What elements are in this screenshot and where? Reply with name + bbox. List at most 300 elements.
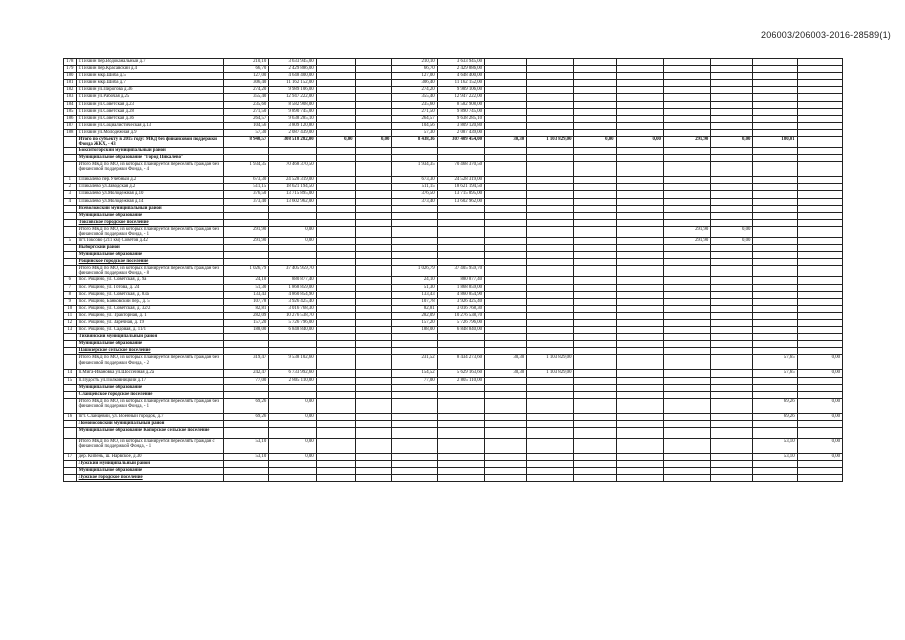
value-cell xyxy=(711,384,753,391)
value-cell xyxy=(797,238,842,245)
value-cell xyxy=(316,212,355,219)
value-cell xyxy=(316,66,355,73)
address-cell: пос. Рощино, Банковский пер., д. 5 xyxy=(76,298,223,305)
value-cell xyxy=(316,101,355,108)
table-row xyxy=(64,454,843,461)
value-cell xyxy=(616,198,663,205)
value-cell xyxy=(355,377,392,384)
table-row xyxy=(64,184,843,191)
value-cell xyxy=(663,334,710,341)
value-cell xyxy=(616,266,663,277)
value-cell xyxy=(392,413,437,420)
value-cell xyxy=(485,252,527,259)
address-cell: Лужское городское поселение xyxy=(76,475,223,482)
value-cell xyxy=(616,348,663,355)
value-cell xyxy=(574,148,616,155)
value-cell xyxy=(355,320,392,327)
value-cell xyxy=(797,305,842,312)
value-cell xyxy=(355,212,392,219)
value-cell: 51,30 xyxy=(224,284,269,291)
value-cell xyxy=(797,80,842,87)
value-cell xyxy=(485,205,527,212)
value-cell xyxy=(616,377,663,384)
value-cell: 13 715 895,00 xyxy=(437,191,484,198)
value-cell xyxy=(437,475,484,482)
value-cell: 1 934,35 xyxy=(392,162,437,177)
value-cell xyxy=(663,73,710,80)
resettlement-table xyxy=(63,58,843,482)
row-number-cell: 183 xyxy=(64,94,77,101)
value-cell xyxy=(574,277,616,284)
row-number-cell: 182 xyxy=(64,87,77,94)
value-cell xyxy=(663,245,710,252)
value-cell xyxy=(711,94,753,101)
value-cell xyxy=(392,205,437,212)
row-number-cell: 13 xyxy=(64,327,77,334)
table-row xyxy=(64,73,843,80)
value-cell: 3 809 120,80 xyxy=(437,122,484,129)
value-cell xyxy=(316,284,355,291)
row-number-cell: 16 xyxy=(64,413,77,420)
address-cell: Итого МКД по МО, из которых планируется переселять граждан без финансовой поддержки Фонда, - 1 xyxy=(76,226,223,237)
document-id: 206003/206003-2016-28589(1) xyxy=(760,30,891,40)
value-cell xyxy=(711,277,753,284)
table-row xyxy=(64,266,843,277)
value-cell xyxy=(753,348,797,355)
value-cell xyxy=(316,468,355,475)
value-cell xyxy=(485,305,527,312)
value-cell xyxy=(485,80,527,87)
value-cell xyxy=(616,205,663,212)
value-cell xyxy=(711,252,753,259)
value-cell xyxy=(355,191,392,198)
value-cell xyxy=(485,108,527,115)
value-cell xyxy=(485,148,527,155)
value-cell xyxy=(797,259,842,266)
value-cell xyxy=(616,312,663,319)
value-cell xyxy=(711,454,753,461)
value-cell xyxy=(527,238,574,245)
value-cell xyxy=(485,277,527,284)
value-cell xyxy=(663,320,710,327)
row-number-cell: 10 xyxy=(64,305,77,312)
value-cell xyxy=(392,245,437,252)
value-cell xyxy=(485,115,527,122)
value-cell xyxy=(663,312,710,319)
value-cell: 8 582 908,00 xyxy=(437,101,484,108)
value-cell xyxy=(797,475,842,482)
table-row xyxy=(64,277,843,284)
address-cell: Тихвинский муниципальный район xyxy=(76,334,223,341)
value-cell xyxy=(527,327,574,334)
value-cell: 1 868 859,00 xyxy=(437,284,484,291)
address-cell: Итого по субъекту в 2015 году: МКД без финансовой поддержки Фонда ЖКХ, - 43 xyxy=(76,137,223,148)
value-cell xyxy=(485,348,527,355)
value-cell xyxy=(269,420,316,427)
address-cell: Итого МКД по МО, из которых планируется переселять граждан без финансовой поддержки Фонда, - 4 xyxy=(76,162,223,177)
value-cell: 24 528 319,00 xyxy=(269,177,316,184)
value-cell: 673,30 xyxy=(392,177,437,184)
value-cell xyxy=(663,461,710,468)
value-cell xyxy=(527,348,574,355)
value-cell xyxy=(316,162,355,177)
value-cell: 0,00 xyxy=(316,137,355,148)
value-cell xyxy=(316,177,355,184)
value-cell xyxy=(797,377,842,384)
value-cell xyxy=(753,266,797,277)
value-cell xyxy=(753,184,797,191)
value-cell xyxy=(574,454,616,461)
value-cell xyxy=(711,148,753,155)
value-cell: 1 103 829,00 xyxy=(527,137,574,148)
table-row xyxy=(64,115,843,122)
value-cell xyxy=(485,312,527,319)
value-cell xyxy=(797,252,842,259)
row-number-cell xyxy=(64,226,77,237)
value-cell xyxy=(527,341,574,348)
value-cell: 2 429 886,00 xyxy=(269,66,316,73)
row-number-cell: 180 xyxy=(64,73,77,80)
value-cell: 18 621 194,50 xyxy=(437,184,484,191)
value-cell xyxy=(527,59,574,66)
value-cell xyxy=(437,348,484,355)
value-cell xyxy=(355,413,392,420)
row-number-cell: 2 xyxy=(64,184,77,191)
value-cell: 9 890 745,00 xyxy=(269,108,316,115)
value-cell xyxy=(616,115,663,122)
value-cell xyxy=(797,327,842,334)
value-cell xyxy=(485,184,527,191)
value-cell xyxy=(797,468,842,475)
value-cell: 0,00 xyxy=(797,355,842,370)
value-cell xyxy=(316,198,355,205)
value-cell xyxy=(392,238,437,245)
value-cell xyxy=(316,428,355,439)
value-cell xyxy=(616,428,663,439)
row-number-cell xyxy=(64,266,77,277)
value-cell xyxy=(355,184,392,191)
address-cell: Сланцевское городское поселение xyxy=(76,391,223,398)
value-cell xyxy=(437,398,484,413)
value-cell xyxy=(527,413,574,420)
value-cell xyxy=(574,428,616,439)
value-cell: 24 528 319,00 xyxy=(437,177,484,184)
value-cell: 3 633 945,00 xyxy=(269,59,316,66)
value-cell xyxy=(355,122,392,129)
value-cell xyxy=(574,461,616,468)
value-cell xyxy=(711,219,753,226)
value-cell xyxy=(574,391,616,398)
table-row xyxy=(64,370,843,377)
value-cell xyxy=(392,212,437,219)
value-cell xyxy=(527,461,574,468)
value-cell xyxy=(437,439,484,454)
value-cell xyxy=(753,108,797,115)
value-cell xyxy=(355,454,392,461)
value-cell xyxy=(616,284,663,291)
value-cell xyxy=(485,428,527,439)
value-cell xyxy=(663,355,710,370)
row-number-cell: 179 xyxy=(64,66,77,73)
value-cell: 8 582 908,00 xyxy=(269,101,316,108)
value-cell xyxy=(485,298,527,305)
value-cell xyxy=(316,312,355,319)
table-row xyxy=(64,305,843,312)
value-cell: 107,78 xyxy=(224,298,269,305)
value-cell: 24,10 xyxy=(392,277,437,284)
value-cell xyxy=(485,226,527,237)
value-cell: 0,00 xyxy=(269,398,316,413)
value-cell xyxy=(485,413,527,420)
value-cell: 3 016 768,30 xyxy=(437,305,484,312)
value-cell xyxy=(797,177,842,184)
table-row xyxy=(64,59,843,66)
value-cell xyxy=(797,137,842,148)
value-cell xyxy=(316,370,355,377)
value-cell: 0,00 xyxy=(797,398,842,413)
value-cell xyxy=(527,334,574,341)
value-cell xyxy=(527,101,574,108)
value-cell xyxy=(753,73,797,80)
value-cell xyxy=(355,162,392,177)
value-cell: 291,90 xyxy=(224,226,269,237)
value-cell xyxy=(437,219,484,226)
value-cell xyxy=(711,259,753,266)
value-cell xyxy=(616,162,663,177)
address-cell: Токсовское городское поселение xyxy=(76,219,223,226)
value-cell xyxy=(574,155,616,162)
value-cell xyxy=(269,475,316,482)
value-cell xyxy=(485,334,527,341)
row-number-cell xyxy=(64,334,77,341)
value-cell: 6 848 840,00 xyxy=(437,327,484,334)
value-cell xyxy=(797,162,842,177)
value-cell xyxy=(316,219,355,226)
value-cell xyxy=(797,266,842,277)
value-cell xyxy=(269,205,316,212)
row-number-cell xyxy=(64,355,77,370)
value-cell xyxy=(224,461,269,468)
value-cell xyxy=(485,162,527,177)
value-cell xyxy=(392,439,437,454)
value-cell xyxy=(485,266,527,277)
value-cell xyxy=(392,341,437,348)
value-cell xyxy=(574,94,616,101)
address-cell: г.Пикалево ул.Заводская д.2 xyxy=(76,184,223,191)
table-row xyxy=(64,341,843,348)
value-cell: 282,09 xyxy=(224,312,269,319)
value-cell: 133,43 xyxy=(224,291,269,298)
value-cell xyxy=(797,298,842,305)
value-cell xyxy=(574,355,616,370)
value-cell: 0,00 xyxy=(797,370,842,377)
value-cell xyxy=(485,398,527,413)
value-cell xyxy=(392,155,437,162)
value-cell: 127,00 xyxy=(224,73,269,80)
value-cell xyxy=(269,334,316,341)
value-cell: 0,00 xyxy=(797,439,842,454)
value-cell: 4 648 400,00 xyxy=(437,73,484,80)
value-cell xyxy=(355,355,392,370)
value-cell xyxy=(392,348,437,355)
table-row xyxy=(64,377,843,384)
value-cell: 37 405 959,70 xyxy=(437,266,484,277)
value-cell xyxy=(753,320,797,327)
value-cell xyxy=(711,284,753,291)
value-cell: 82,81 xyxy=(392,305,437,312)
value-cell: 30,30 xyxy=(485,137,527,148)
value-cell xyxy=(616,291,663,298)
value-cell xyxy=(616,475,663,482)
value-cell xyxy=(574,245,616,252)
value-cell: 5 629 163,60 xyxy=(437,370,484,377)
value-cell xyxy=(616,191,663,198)
value-cell: 51,30 xyxy=(392,284,437,291)
value-cell xyxy=(269,252,316,259)
value-cell xyxy=(392,252,437,259)
value-cell xyxy=(663,439,710,454)
value-cell: 355,40 xyxy=(224,94,269,101)
value-cell xyxy=(753,305,797,312)
value-cell: 11 162 152,00 xyxy=(269,80,316,87)
value-cell xyxy=(616,212,663,219)
value-cell xyxy=(355,115,392,122)
row-number-cell: 7 xyxy=(64,284,77,291)
value-cell xyxy=(797,184,842,191)
value-cell xyxy=(711,377,753,384)
value-cell xyxy=(316,184,355,191)
value-cell xyxy=(753,327,797,334)
value-cell xyxy=(316,226,355,237)
value-cell xyxy=(753,428,797,439)
value-cell xyxy=(711,341,753,348)
value-cell xyxy=(355,101,392,108)
value-cell xyxy=(316,475,355,482)
value-cell xyxy=(711,115,753,122)
value-cell xyxy=(355,73,392,80)
value-cell xyxy=(797,122,842,129)
value-cell xyxy=(711,305,753,312)
value-cell xyxy=(527,219,574,226)
value-cell xyxy=(711,212,753,219)
value-cell xyxy=(485,87,527,94)
value-cell: 306,40 xyxy=(224,80,269,87)
value-cell xyxy=(663,66,710,73)
value-cell xyxy=(753,80,797,87)
value-cell xyxy=(437,334,484,341)
address-cell: Муниципальное образование xyxy=(76,468,223,475)
table-row xyxy=(64,198,843,205)
row-number-cell: 187 xyxy=(64,122,77,129)
value-cell: 242,47 xyxy=(224,370,269,377)
value-cell xyxy=(574,341,616,348)
value-cell: 274,20 xyxy=(224,87,269,94)
value-cell xyxy=(753,87,797,94)
value-cell xyxy=(711,468,753,475)
value-cell xyxy=(797,348,842,355)
value-cell xyxy=(485,259,527,266)
value-cell xyxy=(316,291,355,298)
value-cell xyxy=(753,259,797,266)
value-cell xyxy=(616,320,663,327)
value-cell xyxy=(753,115,797,122)
table-row xyxy=(64,252,843,259)
value-cell xyxy=(269,348,316,355)
value-cell xyxy=(616,398,663,413)
value-cell xyxy=(574,468,616,475)
address-cell: пгт. Сланцевий, ул. Военный городок, д.7 xyxy=(76,413,223,420)
value-cell xyxy=(355,245,392,252)
value-cell xyxy=(663,341,710,348)
value-cell: 0,00 xyxy=(797,454,842,461)
value-cell xyxy=(316,122,355,129)
address-cell: пос. Рощино, ул. Тракторная, д. 1 xyxy=(76,312,223,319)
value-cell: 1 103 829,00 xyxy=(527,355,574,370)
value-cell xyxy=(616,413,663,420)
table-row xyxy=(64,327,843,334)
value-cell xyxy=(485,377,527,384)
value-cell xyxy=(753,391,797,398)
value-cell xyxy=(663,148,710,155)
value-cell xyxy=(485,59,527,66)
address-cell: г.Тихвин пер.Красавский д.4 xyxy=(76,66,223,73)
address-cell: Итого МКД по МО, из которых планируется переселять граждан без финансовой поддержки Фонда, - 1 xyxy=(76,398,223,413)
table-row xyxy=(64,320,843,327)
value-cell xyxy=(753,341,797,348)
value-cell xyxy=(753,212,797,219)
value-cell: 319,47 xyxy=(224,355,269,370)
value-cell xyxy=(797,334,842,341)
value-cell: 4 648 400,00 xyxy=(269,73,316,80)
address-cell: пос. Рощино, ул. Готова, д. 24 xyxy=(76,284,223,291)
value-cell: 9 638 285,10 xyxy=(437,115,484,122)
value-cell xyxy=(485,391,527,398)
value-cell: 880 877,40 xyxy=(269,277,316,284)
value-cell xyxy=(485,94,527,101)
value-cell xyxy=(753,226,797,237)
value-cell xyxy=(616,87,663,94)
value-cell xyxy=(355,94,392,101)
value-cell: 66,70 xyxy=(392,66,437,73)
value-cell xyxy=(485,439,527,454)
value-cell xyxy=(663,198,710,205)
row-number-cell: 1 xyxy=(64,177,77,184)
value-cell xyxy=(269,468,316,475)
value-cell xyxy=(574,108,616,115)
value-cell xyxy=(527,291,574,298)
value-cell xyxy=(616,277,663,284)
row-number-cell: 4 xyxy=(64,198,77,205)
value-cell xyxy=(797,66,842,73)
value-cell xyxy=(663,428,710,439)
address-cell: Муниципальное образование xyxy=(76,384,223,391)
value-cell xyxy=(616,219,663,226)
value-cell xyxy=(269,384,316,391)
value-cell: 69,26 xyxy=(224,398,269,413)
value-cell xyxy=(711,291,753,298)
address-cell: Бокситогорский муниципальный район xyxy=(76,148,223,155)
value-cell xyxy=(616,420,663,427)
row-number-cell xyxy=(64,391,77,398)
value-cell xyxy=(527,298,574,305)
value-cell: 13 602 962,00 xyxy=(437,198,484,205)
value-cell xyxy=(797,391,842,398)
value-cell: 13 715 895,00 xyxy=(269,191,316,198)
address-cell: г.Тихвин ул.Советская д.28 xyxy=(76,108,223,115)
table-row xyxy=(64,312,843,319)
value-cell xyxy=(527,122,574,129)
value-cell: 30,30 xyxy=(485,355,527,370)
